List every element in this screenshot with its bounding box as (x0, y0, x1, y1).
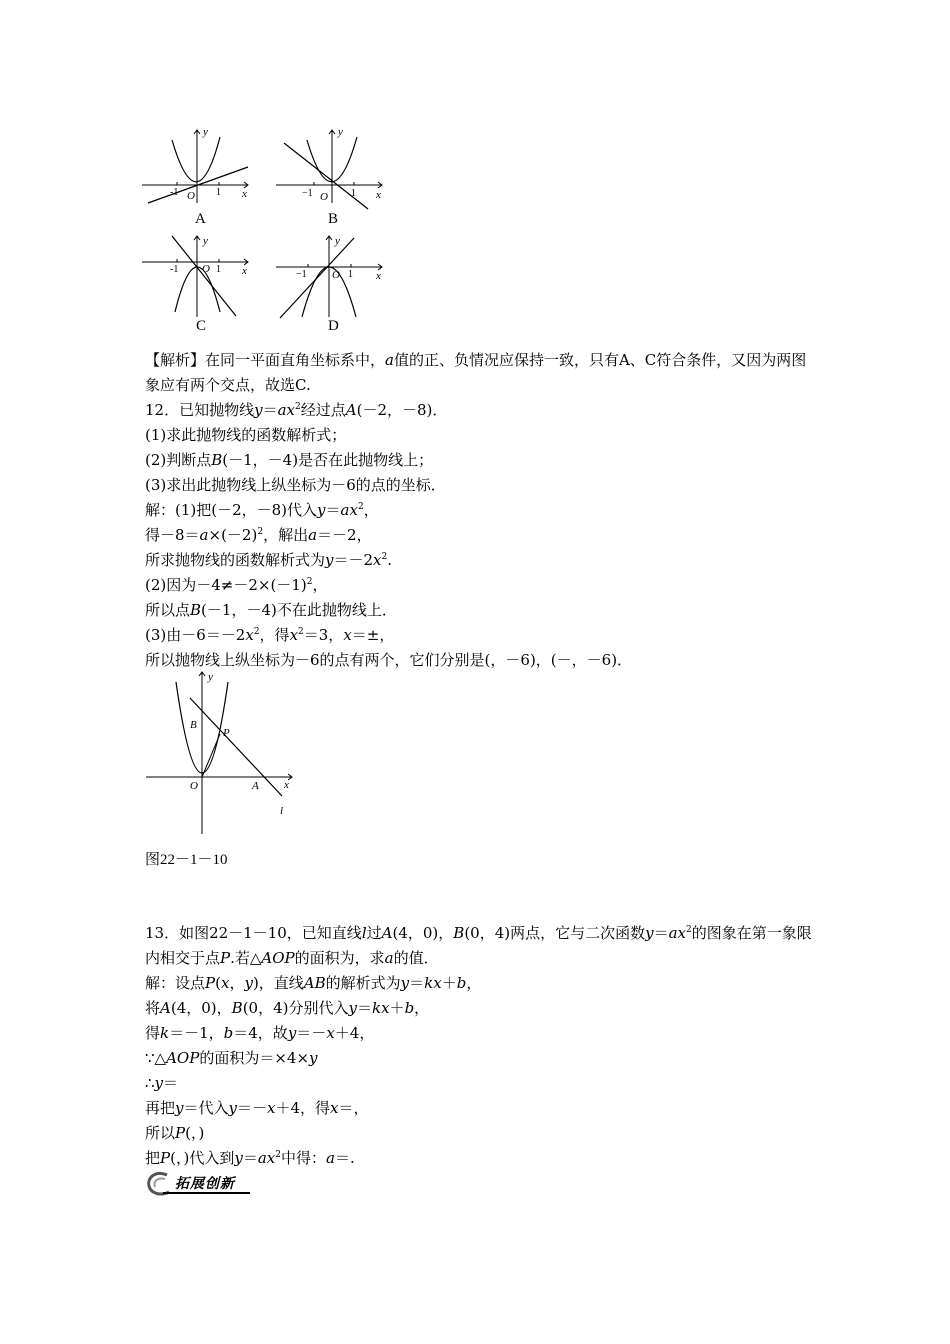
section-banner (145, 1170, 250, 1198)
q12-solution-5: 所以点B(－1，－4)不在此抛物线上． (145, 601, 397, 619)
graph-label: A (195, 211, 206, 227)
q12-part-1: (1)求此抛物线的函数解析式； (145, 426, 347, 444)
q12-part-3: (3)求出此抛物线上纵坐标为－6的点的坐标． (145, 476, 446, 494)
y-axis-label: y (335, 235, 340, 247)
q13-solution-7: 所以P(，) (145, 1124, 205, 1142)
tick-neg-one: −1 (296, 269, 307, 280)
graph-a (140, 125, 255, 230)
tick-one: 1 (348, 269, 353, 280)
graph-b (272, 125, 387, 230)
point-a-label: A (252, 780, 259, 792)
x-axis-label: x (242, 188, 247, 200)
origin-label: O (202, 263, 210, 275)
tick-one: 1 (216, 187, 221, 198)
origin-label: O (332, 269, 340, 281)
point-b-label: B (190, 719, 197, 731)
q12-solution-7: 所以抛物线上纵坐标为－6的点有两个，它们分别是(，－6)，(－，－6)． (145, 651, 633, 669)
graph-c (140, 232, 255, 340)
q13-block (145, 921, 815, 1171)
q13-stem: 13．如图22－1－10，已知直线l过A(4，0)，B(0，4)两点，它与二次函数$y=ax^2$的图象在第一象限内相交于点P.若△AOP的面积为，求a的值． (145, 924, 812, 967)
tick-one: 1 (216, 264, 221, 275)
y-axis-label: y (203, 235, 208, 247)
banner-text: 拓展创新 (175, 1176, 235, 1192)
origin-label: O (320, 191, 328, 203)
x-axis-label: x (284, 779, 289, 791)
origin-label: O (187, 190, 195, 202)
q12-solution-1: 解：(1)把(－2，－8)代入$y=ax^2$， (145, 501, 379, 519)
q13-solution-6: 再把y＝代入y＝－x＋4，得x＝， (145, 1099, 369, 1117)
tick-neg-one: -1 (170, 187, 179, 198)
tick-neg-one: −1 (302, 188, 313, 199)
graph-label: C (196, 318, 207, 334)
origin-label: O (190, 780, 198, 792)
q13-solution-1: 解：设点P(x，y)，直线AB的解析式为y＝kx＋b， (145, 974, 482, 992)
x-axis-label: x (376, 189, 381, 201)
q12-stem: 12．已知抛物线$y=ax^2$经过点A(－2，－8)． (145, 401, 448, 419)
y-axis-label: y (203, 126, 208, 138)
tick-neg-one: -1 (170, 264, 179, 275)
y-axis-label: y (338, 126, 343, 138)
line-l-label: l (280, 805, 284, 817)
graph-d (272, 232, 387, 340)
x-axis-label: x (242, 265, 247, 277)
q12-solution-4: (2)因为$-4\ne-2\times(-1)^2$， (145, 576, 328, 594)
analysis-block (145, 348, 815, 673)
y-axis-label: y (208, 671, 213, 683)
q13-solution-3: 得k＝－1，b＝4，故y＝－x＋4， (145, 1024, 375, 1042)
q12-solution-6: (3)由$-6=-2x^2$，得$x^2=3$，x＝±， (145, 626, 395, 644)
x-axis-label: x (376, 270, 381, 282)
q12-part-2: (2)判断点B(－1，－4)是否在此抛物线上； (145, 451, 434, 469)
tick-one: 1 (351, 188, 356, 199)
figure-22-1-10 (142, 668, 302, 840)
q13-solution-4: ∵△AOP的面积为＝×4×y (145, 1049, 318, 1067)
banner-underline (163, 1192, 250, 1194)
graph-label: B (328, 211, 339, 227)
q13-solution-2: 将A(4，0)，B(0，4)分别代入y＝kx＋b， (145, 999, 430, 1017)
q13-solution-5: ∴y＝ (145, 1074, 179, 1092)
figure-caption: 图22－1－10 (145, 852, 228, 868)
q12-solution-2: 得$-8=a\times(-2)^2$，解出a＝－2， (145, 526, 372, 544)
graph-label: D (328, 318, 339, 334)
analysis-paragraph: 【解析】在同一平面直角坐标系中，a值的正、负情况应保持一致，只有A、C符合条件，又因为两图象应有两个交点，故选C. (145, 351, 807, 394)
point-p-label: P (223, 727, 230, 739)
q12-solution-3: 所求抛物线的函数解析式为$y=-2x^2$. (145, 551, 393, 569)
q13-solution-8: 把P(，)代入到$y=ax^2$中得：a＝. (145, 1149, 355, 1167)
